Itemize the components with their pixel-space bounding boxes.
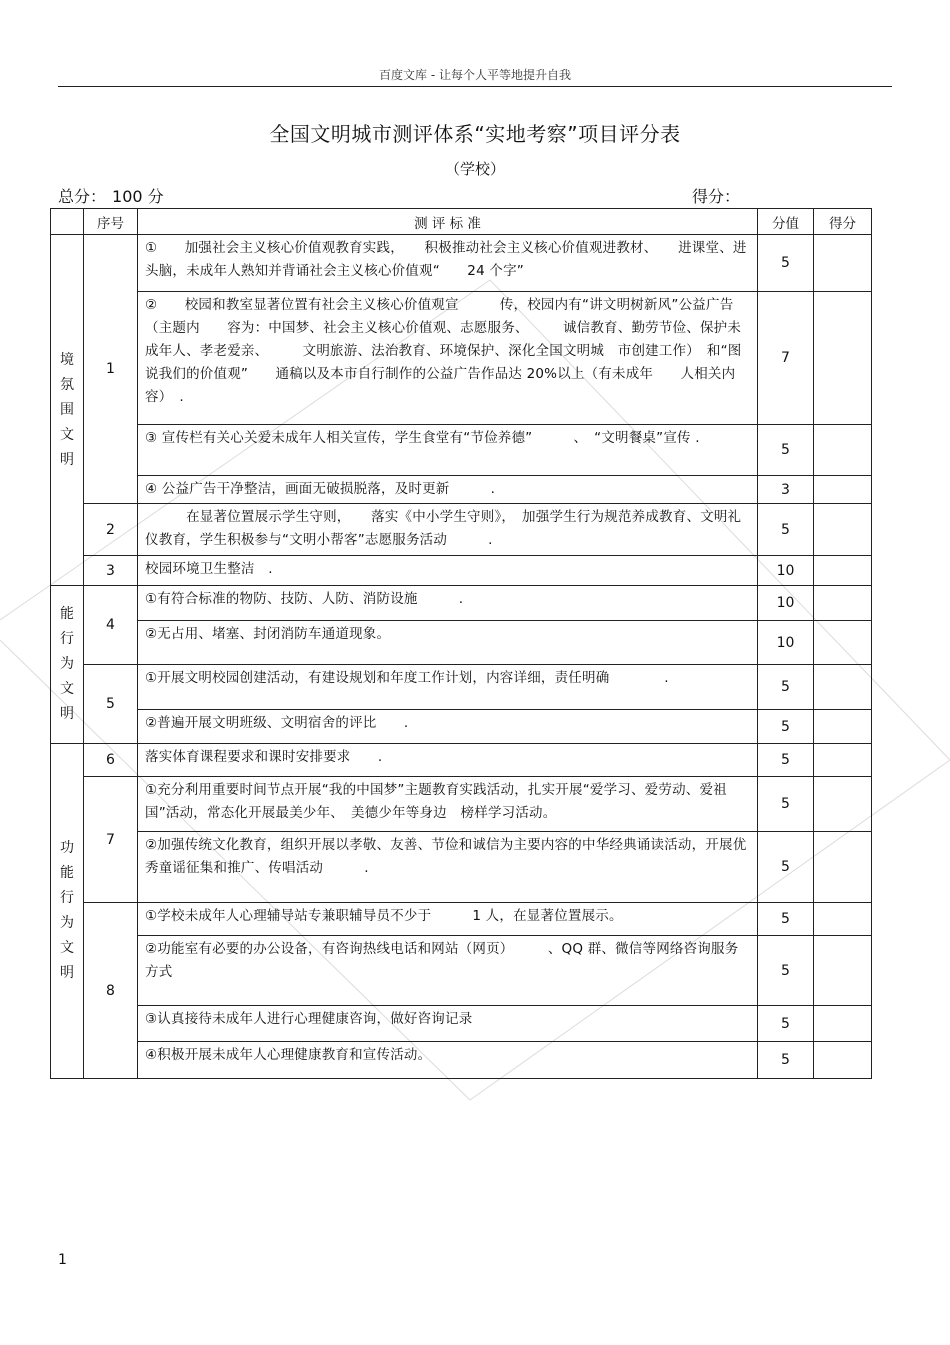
- criteria-text: ②加强传统文化教育，组织开展以孝敬、友善、节俭和诚信为主要内容的中华经典诵读活动，开展优秀童谣征集和推广、传唱活动 .: [138, 832, 758, 903]
- obtained-score-label: 得分：: [692, 187, 741, 206]
- table-row: [51, 425, 872, 476]
- criteria-text: ②普遍开展文明班级、文明宿舍的评比 .: [138, 710, 758, 744]
- page-number: 1: [58, 1252, 67, 1268]
- score-cell[interactable]: [814, 235, 872, 292]
- table-row: [51, 744, 872, 777]
- criteria-text: ④积极开展未成年人心理健康教育和宣传活动。: [138, 1042, 758, 1079]
- points-value: 5: [758, 1042, 814, 1079]
- points-value: 5: [758, 425, 814, 476]
- total-label: 总分：: [58, 187, 107, 206]
- document-title: 全国文明城市测评体系“实地考察”项目评分表: [269, 122, 681, 146]
- points-value: 3: [758, 476, 814, 504]
- table-row: [51, 235, 872, 292]
- total-value: 100 分: [112, 187, 164, 206]
- table-row: [51, 832, 872, 903]
- header-divider: [58, 86, 892, 87]
- points-value: 5: [758, 832, 814, 903]
- table-row: [51, 1042, 872, 1079]
- criteria-text: 校园环境卫生整洁 .: [138, 556, 758, 586]
- table-row: [51, 777, 872, 832]
- criteria-text: ②无占用、堵塞、封闭消防车通道现象。: [138, 621, 758, 665]
- table-row: [51, 504, 872, 556]
- criteria-text: ②功能室有必要的办公设备，有咨询热线电话和网站（网页） 、QQ 群、微信等网络咨询服务方式: [138, 936, 758, 1006]
- seq-6: 6: [84, 744, 138, 777]
- score-cell[interactable]: [814, 621, 872, 665]
- score-cell[interactable]: [814, 556, 872, 586]
- table-row: [51, 903, 872, 936]
- score-cell[interactable]: [814, 744, 872, 777]
- seq-1: 1: [84, 235, 138, 504]
- criteria-text: ③认真接待未成年人进行心理健康咨询，做好咨询记录: [138, 1006, 758, 1042]
- criteria-text: ①充分利用重要时间节点开展“我的中国梦”主题教育实践活动，扎实开展“爱学习、爱劳动、爱祖国”活动，常态化开展最美少年、 美德少年等身边 榜样学习活动。: [138, 777, 758, 832]
- points-value: 5: [758, 235, 814, 292]
- seq-2: 2: [84, 504, 138, 556]
- table-row: [51, 292, 872, 425]
- criteria-text: 落实体育课程要求和课时安排要求 .: [138, 744, 758, 777]
- points-value: 5: [758, 936, 814, 1006]
- table-row: [51, 476, 872, 504]
- score-cell[interactable]: [814, 292, 872, 425]
- points-value: 5: [758, 710, 814, 744]
- score-cell[interactable]: [814, 936, 872, 1006]
- table-header-row: [51, 209, 872, 235]
- score-cell[interactable]: [814, 777, 872, 832]
- points-value: 7: [758, 292, 814, 425]
- points-value: 10: [758, 556, 814, 586]
- total-score: [58, 184, 164, 207]
- table-row: [51, 936, 872, 1006]
- criteria-text: ③ 宣传栏有关心关爱未成年人相关宣传，学生食堂有“节俭养德” 、 “文明餐桌”宣传 .: [138, 425, 758, 476]
- seq-3: 3: [84, 556, 138, 586]
- table-row: [51, 556, 872, 586]
- score-cell[interactable]: [814, 1006, 872, 1042]
- seq-5: 5: [84, 665, 138, 744]
- criteria-text: ①有符合标准的物防、技防、人防、消防设施 .: [138, 586, 758, 621]
- points-value: 10: [758, 586, 814, 621]
- score-cell[interactable]: [814, 665, 872, 710]
- page-header: 百度文库 - 让每个人平等地提升自我: [379, 68, 571, 82]
- score-cell[interactable]: [814, 903, 872, 936]
- criteria-text: ① 加强社会主义核心价值观教育实践， 积极推动社会主义核心价值观进教材、 进课堂、进头脑，未成年人熟知并背诵社会主义核心价值观“ 24 个字”: [138, 235, 758, 292]
- points-value: 5: [758, 504, 814, 556]
- criteria-text: ①学校未成年人心理辅导站专兼职辅导员不少于 1 人，在显著位置展示。: [138, 903, 758, 936]
- seq-7: 7: [84, 777, 138, 903]
- points-value: 5: [758, 665, 814, 710]
- header-score: 得分: [814, 209, 872, 235]
- table-row: [51, 621, 872, 665]
- criteria-text: ② 校园和教室显著位置有社会主义核心价值观宣 传，校园内有“讲文明树新风”公益广告（主题内 容为：中国梦、社会主义核心价值观、志愿服务、 诚信教育、勤劳节俭、保护未成年人、孝老爱亲、 文明旅游、法治教育、环境保护、深化全国文明城 市创建工作） 和“图说我们的价值观” 通稿以及本市自行制作的公益广告作品达 20%以上（有未成年 人相关内容） .: [138, 292, 758, 425]
- criteria-text: 在显著位置展示学生守则， 落实《中小学生守则》， 加强学生行为规范养成教育、文明礼仪教育，学生积极参与“文明小帮客”志愿服务活动 .: [138, 504, 758, 556]
- points-value: 5: [758, 744, 814, 777]
- score-cell[interactable]: [814, 425, 872, 476]
- document-subtitle: （学校）: [444, 160, 505, 178]
- score-cell[interactable]: [814, 476, 872, 504]
- category-ability: 能行为文明: [51, 586, 84, 744]
- points-value: 5: [758, 1006, 814, 1042]
- points-value: 5: [758, 903, 814, 936]
- score-cell[interactable]: [814, 832, 872, 903]
- table-row: [51, 586, 872, 621]
- table-row: [51, 1006, 872, 1042]
- score-cell[interactable]: [814, 710, 872, 744]
- seq-8: 8: [84, 903, 138, 1079]
- points-value: 5: [758, 777, 814, 832]
- seq-4: 4: [84, 586, 138, 665]
- header-criteria: 测 评 标 准: [138, 209, 758, 235]
- points-value: 10: [758, 621, 814, 665]
- category-function: 功能行为文明: [51, 744, 84, 1079]
- score-cell[interactable]: [814, 586, 872, 621]
- table-row: [51, 710, 872, 744]
- table-row: [51, 665, 872, 710]
- header-seq: 序号: [84, 209, 138, 235]
- header-category: [51, 209, 84, 235]
- score-table: [50, 208, 872, 1079]
- criteria-text: ④ 公益广告干净整洁，画面无破损脱落，及时更新 .: [138, 476, 758, 504]
- criteria-text: ①开展文明校园创建活动，有建设规划和年度工作计划，内容详细，责任明确 .: [138, 665, 758, 710]
- category-environment: 境氛围文明: [51, 235, 84, 586]
- score-cell[interactable]: [814, 1042, 872, 1079]
- score-cell[interactable]: [814, 504, 872, 556]
- header-points: 分值: [758, 209, 814, 235]
